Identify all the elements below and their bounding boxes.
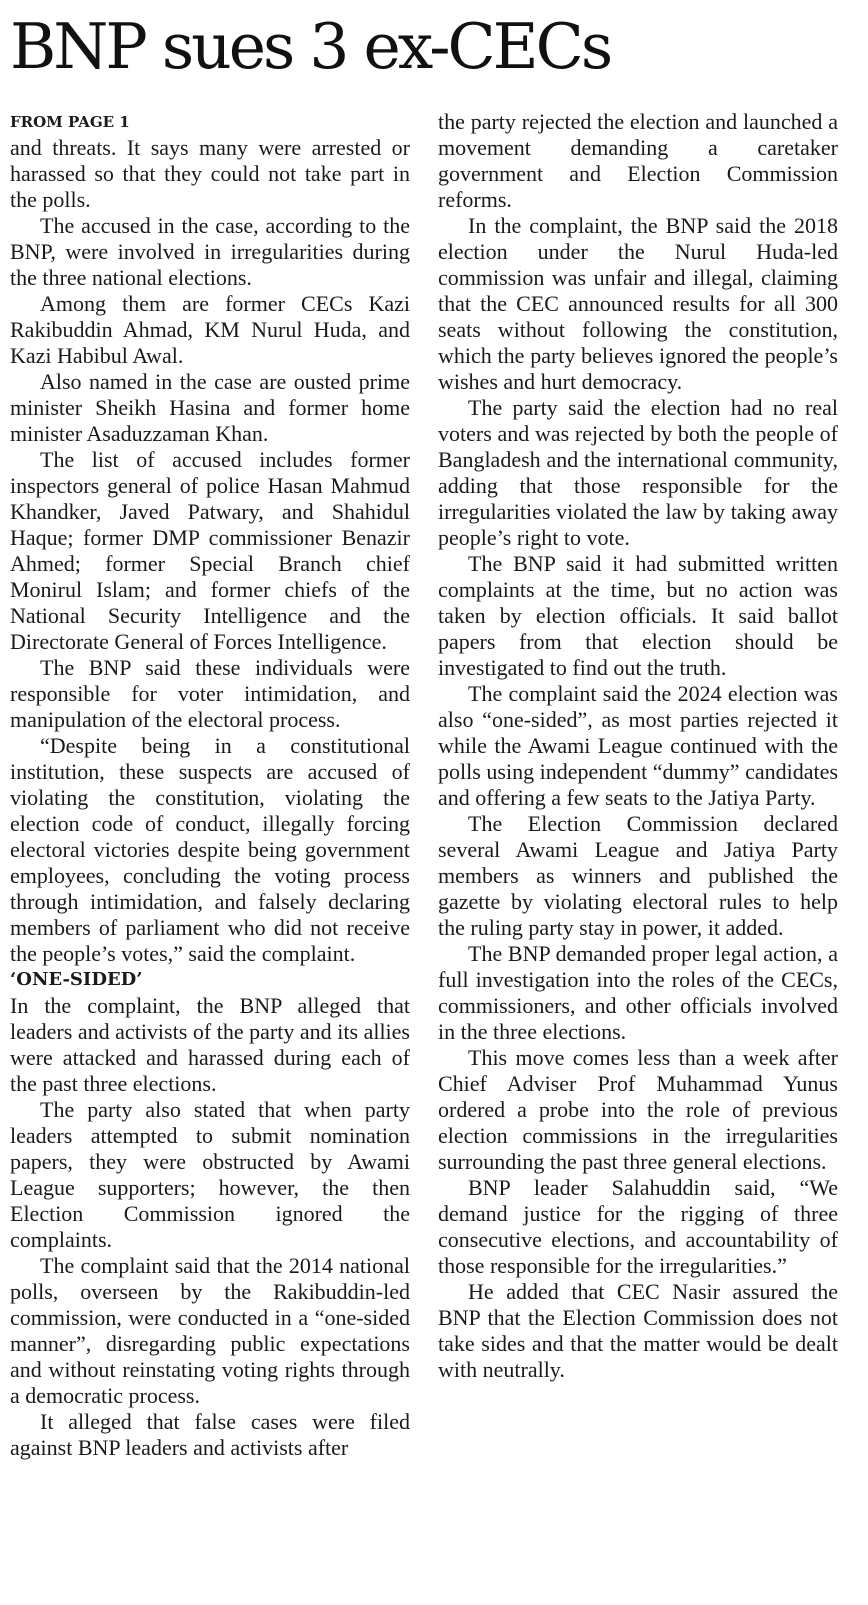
paragraph: The Election Commission declared several Awami League and Jatiya Party members as winners and published the gazette by violating electoral rules to help the ruling party stay in power, it added. — [438, 811, 838, 940]
paragraph: The accused in the case, according to the BNP, were involved in irregularities during the three national elections. — [10, 213, 410, 290]
paragraph: and threats. It says many were arrested or harassed so that they could not take part in the polls. — [10, 135, 410, 212]
article-column-right — [438, 109, 838, 1383]
paragraph: The party also stated that when party leaders attempted to submit nomination papers, they were obstructed by Awami League supporters; however, the then Election Commission ignored the complaints. — [10, 1097, 410, 1252]
paragraph: BNP leader Salahuddin said, “We demand justice for the rigging of three consecutive elections, and accountability of those responsible for the irregularities.” — [438, 1175, 838, 1278]
paragraph: Also named in the case are ousted prime minister Sheikh Hasina and former home minister Asaduzzaman Khan. — [10, 369, 410, 446]
subhead-one-sided: ‘ONE-SIDED’ — [10, 969, 143, 990]
paragraph: The complaint said the 2024 election was also “one-sided”, as most parties rejected it while the Awami League continued with the polls using independent “dummy” candidates and offering a few seats to the Jatiya Party. — [438, 681, 838, 810]
paragraph: The complaint said that the 2014 national polls, overseen by the Rakibuddin-led commission, were conducted in a “one-sided manner”, disregarding public expectations and without reinstating voting rights through a democratic process. — [10, 1253, 410, 1408]
paragraph: The BNP demanded proper legal action, a full investigation into the roles of the CECs, commissioners, and other officials involved in the three elections. — [438, 941, 838, 1044]
paragraph: Among them are former CECs Kazi Rakibuddin Ahmad, KM Nurul Huda, and Kazi Habibul Awal. — [10, 291, 410, 368]
paragraph: “Despite being in a constitutional institution, these suspects are accused of violating the constitution, violating the election code of conduct, illegally forcing electoral victories despite being government employees, concluding the voting process through intimidation, and falsely declaring members of parliament who did not receive the people’s votes,” said the complaint. — [10, 733, 410, 966]
paragraph: He added that CEC Nasir assured the BNP that the Election Commission does not take sides and that the matter would be dealt with neutrally. — [438, 1279, 838, 1382]
paragraph: In the complaint, the BNP said the 2018 election under the Nurul Huda-led commission was unfair and illegal, claiming that the CEC announced results for all 300 seats without following the constitution, which the party believes ignored the people’s wishes and hurt democracy. — [438, 213, 838, 394]
kicker-from-page: FROM PAGE 1 — [10, 113, 130, 131]
paragraph: The party said the election had no real voters and was rejected by both the people of Bangladesh and the international community, adding that those responsible for the irregularities violated the law by taking away people’s right to vote. — [438, 395, 838, 550]
paragraph: The BNP said these individuals were responsible for voter intimidation, and manipulation of the electoral process. — [10, 655, 410, 732]
article-column-left — [10, 109, 410, 1461]
paragraph: In the complaint, the BNP alleged that leaders and activists of the party and its allies were attacked and harassed during each of the past three elections. — [10, 993, 410, 1096]
paragraph: This move comes less than a week after Chief Adviser Prof Muhammad Yunus ordered a probe into the role of previous election commissions in the irregularities surrounding the past three general elections. — [438, 1045, 838, 1174]
paragraph: It alleged that false cases were filed against BNP leaders and activists after — [10, 1409, 410, 1460]
headline: BNP sues 3 ex-CECs — [10, 10, 611, 83]
paragraph: the party rejected the election and launched a movement demanding a caretaker government and Election Commission reforms. — [438, 109, 838, 212]
paragraph: The list of accused includes former inspectors general of police Hasan Mahmud Khandker, Javed Patwary, and Shahidul Haque; former DMP commissioner Benazir Ahmed; former Special Branch chief Monirul Islam; and former chiefs of the National Security Intelligence and the Directorate General of Forces Intelligence. — [10, 447, 410, 654]
paragraph: The BNP said it had submitted written complaints at the time, but no action was taken by election officials. It said ballot papers from that election should be investigated to find out the truth. — [438, 551, 838, 680]
